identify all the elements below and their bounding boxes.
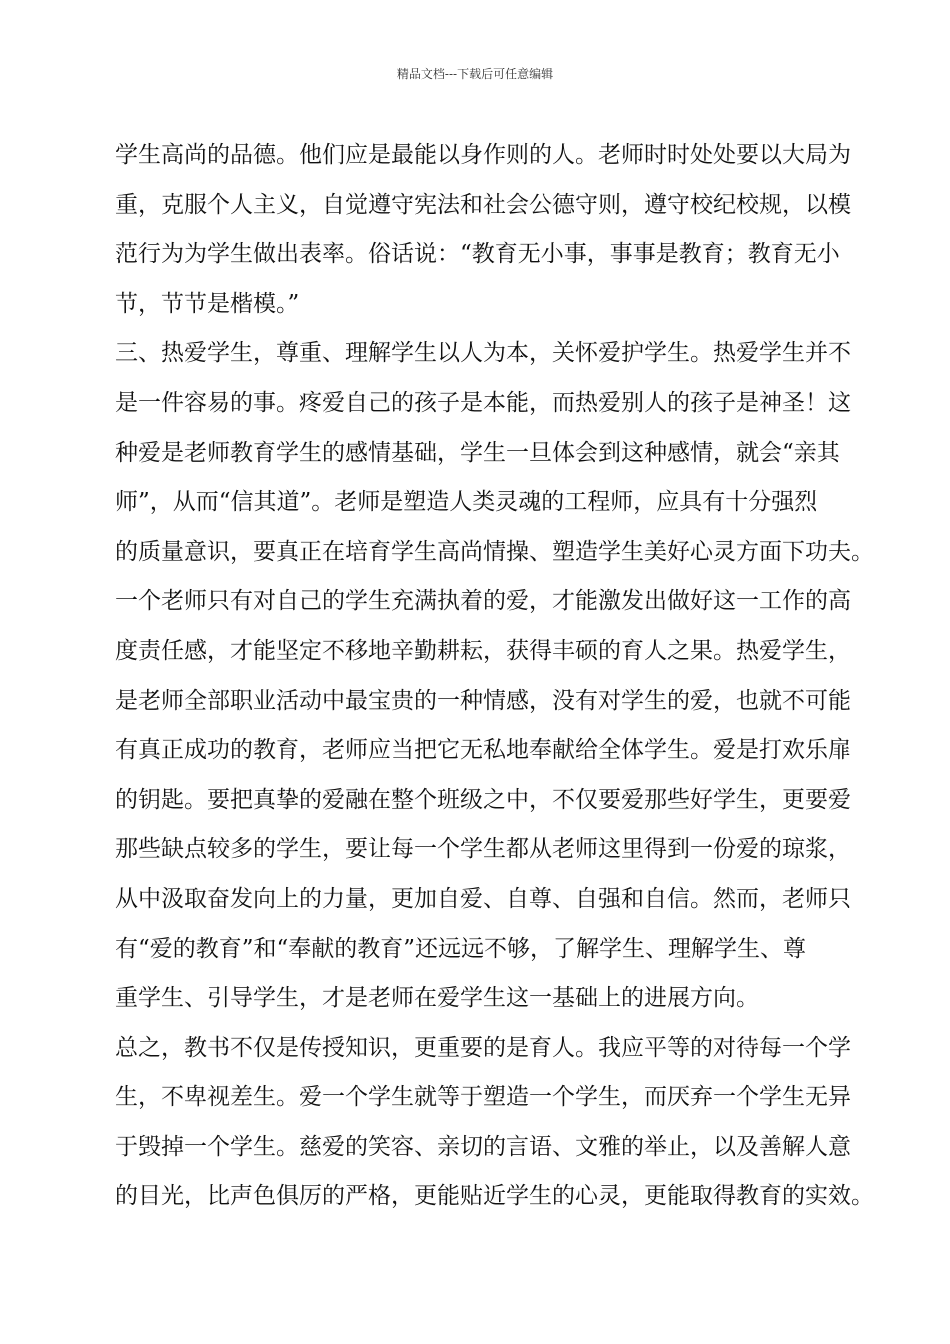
text-line: 的钥匙。要把真挚的爱融在整个班级之中，不仅要爱那些好学生，更要爱 (115, 786, 851, 813)
text-line: 总之，教书不仅是传授知识，更重要的是育人。我应平等的对待每一个学 (115, 1034, 851, 1061)
text-line: 有真正成功的教育，老师应当把它无私地奉献给全体学生。爱是打欢乐扉 (115, 737, 851, 764)
text-line: 有“爱的教育”和“奉献的教育”还远远不够，了解学生、理解学生、尊 (115, 935, 807, 962)
document-body (115, 131, 874, 1222)
text-line: 学生高尚的品德。他们应是最能以身作则的人。老师时时处处要以大局为 (115, 142, 851, 168)
text-line: 重学生、引导学生，才是老师在爱学生这一基础上的进展方向。 (115, 985, 759, 1012)
text-line: 那些缺点较多的学生，要让每一个学生都从老师这里得到一份爱的琼浆， (115, 836, 851, 863)
text-line: 的质量意识，要真正在培育学生高尚情操、塑造学生美好心灵方面下功夫。 (115, 538, 874, 565)
text-line: 三、热爱学生，尊重、理解学生以人为本，关怀爱护学生。热爱学生并不 (115, 340, 851, 367)
text-line: 范行为为学生做出表率。俗话说：“教育无小事，事事是教育；教育无小 (115, 241, 840, 268)
text-line: 生，不卑视差生。爱一个学生就等于塑造一个学生，而厌弃一个学生无异 (115, 1084, 851, 1111)
page-header: 精品文档---下载后可任意编辑 (396, 67, 554, 81)
text-line: 于毁掉一个学生。慈爱的笑容、亲切的言语、文雅的举止，以及善解人意 (115, 1133, 851, 1160)
text-line: 一个老师只有对自己的学生充满执着的爱，才能激发出做好这一工作的高 (115, 588, 851, 615)
text-line: 师”，从而“信其道”。老师是塑造人类灵魂的工程师，应具有十分强烈 (115, 489, 818, 516)
text-line: 种爱是老师教育学生的感情基础，学生一旦体会到这种感情，就会“亲其 (115, 439, 840, 466)
text-line: 是一件容易的事。疼爱自己的孩子是本能，而热爱别人的孩子是神圣！这 (115, 389, 851, 416)
text-line: 节，节节是楷模。” (115, 290, 300, 317)
text-line: 度责任感，才能坚定不移地辛勤耕耘，获得丰硕的育人之果。热爱学生， (115, 637, 851, 664)
text-line: 从中汲取奋发向上的力量，更加自爱、自尊、自强和自信。然而，老师只 (115, 885, 851, 912)
text-line: 是老师全部职业活动中最宝贵的一种情感，没有对学生的爱，也就不可能 (115, 687, 851, 714)
text-line: 的目光，比声色俱厉的严格，更能贴近学生的心灵，更能取得教育的实效。 (115, 1183, 874, 1210)
text-line: 重，克服个人主义，自觉遵守宪法和社会公德守则，遵守校纪校规，以模 (115, 191, 851, 218)
